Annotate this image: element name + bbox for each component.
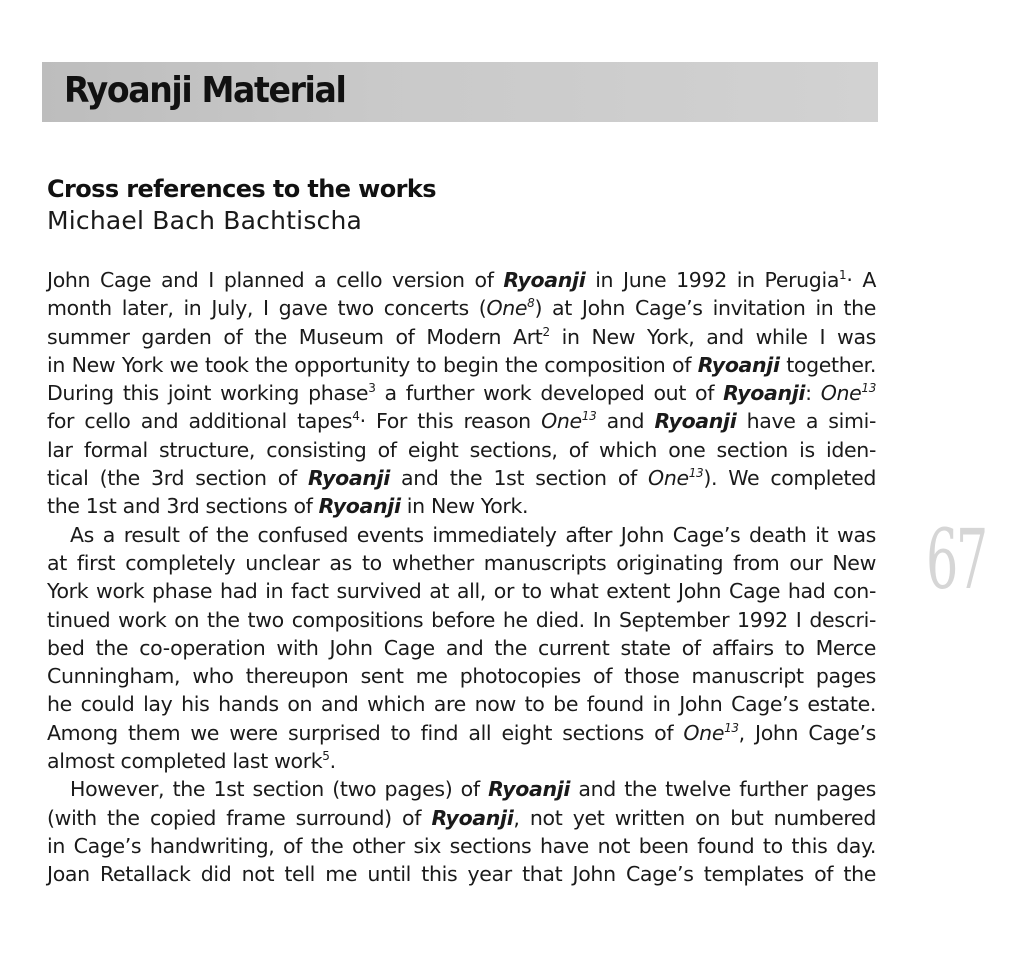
- text-run: bed the co-operation with John Cage and the current state of affairs to Merce: [47, 635, 876, 660]
- text-line: [47, 323, 876, 351]
- text-line: [47, 379, 876, 407]
- text-run: tical (the 3rd section of: [47, 466, 308, 491]
- text-run: Cunningham, who thereupon sent me photocopies of those manuscript pages: [47, 664, 876, 689]
- work-title-bold: Ryoanji: [654, 409, 737, 434]
- text-run: at first completely unclear as to whether manuscripts originating from our New: [47, 550, 876, 575]
- text-run: in New York we took the opportunity to begin the composition of: [47, 352, 698, 377]
- text-run: ). We completed: [703, 466, 877, 491]
- work-title-bold: Ryoanji: [503, 268, 586, 292]
- text-run: for cello and additional tapes: [47, 409, 353, 434]
- work-title-italic: One: [683, 720, 725, 745]
- text-run: the 1st and 3rd sections of: [47, 494, 319, 519]
- text-line: [47, 690, 876, 718]
- footnote-marker: 3: [368, 381, 376, 396]
- text-line: [47, 294, 876, 322]
- work-number-superscript: 13: [724, 720, 739, 735]
- text-line: [47, 266, 876, 294]
- text-run: However, the 1st section (two pages) of: [70, 777, 489, 802]
- text-run: tinued work on the two compositions before he died. In September 1992 I descri-: [47, 607, 876, 632]
- text-run: ) at John Cage’s invitation in the: [534, 296, 876, 321]
- text-line: [47, 492, 876, 520]
- footnote-marker: 1: [839, 268, 847, 282]
- text-run: · A: [846, 268, 877, 292]
- text-line: [47, 351, 876, 379]
- text-run: As a result of the confused events immediately after John Cage’s death it was: [70, 522, 876, 547]
- text-run: :: [805, 381, 821, 406]
- work-title-bold: Ryoanji: [723, 381, 806, 406]
- footnote-marker: 2: [542, 324, 550, 339]
- text-line: [47, 464, 876, 492]
- text-line: [47, 549, 876, 577]
- text-run: Joan Retallack did not tell me until this year that John Cage’s templates of the: [47, 862, 876, 887]
- text-run: During this joint working phase: [47, 381, 369, 406]
- paragraph-first-line: [47, 521, 876, 549]
- text-run: month later, in July, I gave two concerts (: [47, 296, 487, 321]
- body-text: [47, 266, 876, 889]
- work-title-italic: One: [820, 381, 862, 406]
- text-run: York work phase had in fact survived at all, or to what extent John Cage had con-: [47, 579, 876, 604]
- text-run: lar formal structure, consisting of eight sections, of which one section is iden-: [47, 437, 876, 462]
- text-run: .: [329, 749, 336, 774]
- text-line: [47, 577, 876, 605]
- section-heading: Cross references to the works: [47, 175, 436, 203]
- text-run: in Cage’s handwriting, of the other six sections have not been found to this day.: [47, 833, 876, 858]
- text-line: [47, 436, 876, 464]
- text-run: , John Cage’s: [738, 720, 876, 745]
- text-run: and the 1st section of: [389, 466, 649, 491]
- text-line: [47, 407, 876, 435]
- text-run: John Cage and I planned a cello version of: [47, 268, 504, 292]
- work-title-bold: Ryoanji: [697, 352, 780, 377]
- text-run: together.: [779, 352, 876, 377]
- work-title-bold: Ryoanji: [307, 466, 390, 491]
- work-number-superscript: 13: [688, 466, 704, 481]
- text-run: (with the copied frame surround) of: [47, 805, 432, 830]
- work-number-superscript: 8: [527, 296, 535, 311]
- text-line: [47, 719, 876, 747]
- paragraph-first-line: [47, 775, 876, 803]
- page-title: Ryoanji Material: [64, 70, 346, 111]
- work-number-superscript: 13: [581, 409, 597, 424]
- text-run: summer garden of the Museum of Modern Art: [47, 324, 543, 349]
- text-run: in New York, and while I was: [549, 324, 876, 349]
- work-title-bold: Ryoanji: [488, 777, 571, 802]
- text-line: [47, 860, 876, 888]
- author-name: Michael Bach Bachtischa: [47, 206, 363, 235]
- footnote-marker: 4: [352, 409, 360, 424]
- text-run: he could lay his hands on and which are now to be found in John Cage’s estate.: [47, 692, 876, 717]
- text-line: [47, 662, 876, 690]
- text-run: Among them we were surprised to find all eight sections of: [47, 720, 684, 745]
- text-line: [47, 804, 876, 832]
- work-number-superscript: 13: [861, 381, 876, 396]
- text-run: and the twelve further pages: [570, 777, 877, 802]
- text-run: a further work developed out of: [375, 381, 724, 406]
- work-title-bold: Ryoanji: [431, 805, 514, 830]
- work-title-italic: One: [541, 409, 582, 434]
- work-title-bold: Ryoanji: [318, 494, 401, 519]
- text-run: in New York.: [400, 494, 529, 519]
- title-band: [42, 62, 878, 122]
- text-line: [47, 832, 876, 860]
- work-title-italic: One: [648, 466, 689, 491]
- text-line: [47, 747, 876, 775]
- text-run: , not yet written on but numbered: [513, 805, 876, 830]
- text-run: almost completed last work: [47, 749, 323, 774]
- page-number: 67: [926, 513, 986, 608]
- text-run: have a simi-: [736, 409, 876, 434]
- footnote-marker: 5: [322, 749, 330, 764]
- text-run: in June 1992 in Perugia: [585, 268, 840, 292]
- text-line: [47, 606, 876, 634]
- work-title-italic: One: [486, 296, 528, 321]
- text-line: [47, 634, 876, 662]
- text-run: · For this reason: [359, 409, 542, 434]
- text-run: and: [596, 409, 655, 434]
